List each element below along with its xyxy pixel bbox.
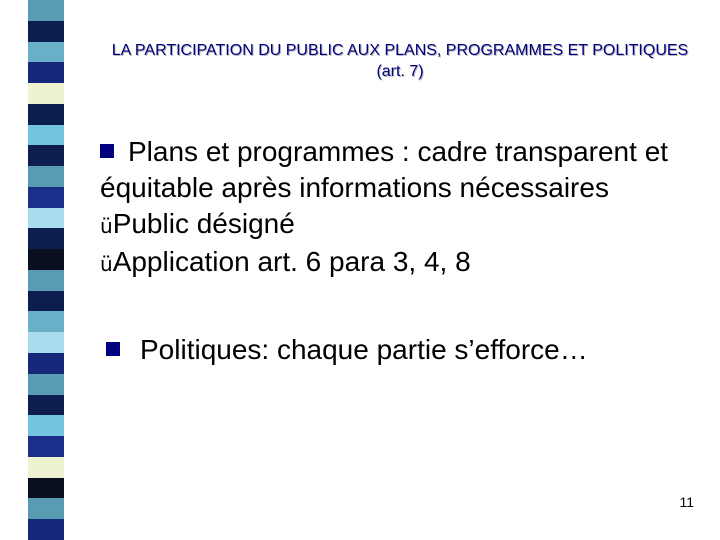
decor-stripe [28, 42, 64, 63]
bullet-plans-programmes [100, 134, 700, 206]
decor-stripe [28, 62, 64, 83]
decor-stripe [28, 228, 64, 249]
checkmark-icon: ü [100, 252, 113, 276]
decor-stripe [28, 187, 64, 208]
decor-stripe [28, 0, 64, 21]
decor-stripe [28, 478, 64, 499]
decor-stripe [28, 104, 64, 125]
slide-body [100, 134, 700, 368]
decor-stripe [28, 125, 64, 146]
decor-stripe [28, 166, 64, 187]
bullet-politiques-text: Politiques: chaque partie s’efforce… [140, 334, 588, 365]
bullet-plans-text: Plans et programmes : cadre transparent et équitable après informations nécessaires [100, 136, 669, 203]
bullet-politiques [100, 332, 700, 368]
decor-stripe [28, 145, 64, 166]
decor-stripe [28, 21, 64, 42]
sub-item-application-text: Application art. 6 para 3, 4, 8 [112, 246, 471, 277]
square-bullet-icon [100, 144, 114, 158]
decor-stripe [28, 249, 64, 270]
decor-stripe [28, 332, 64, 353]
decor-stripe [28, 83, 64, 104]
checkmark-icon: ü [100, 214, 113, 238]
decor-stripe [28, 457, 64, 478]
decor-stripe [28, 353, 64, 374]
decor-stripe [28, 498, 64, 519]
decor-stripe [28, 311, 64, 332]
title-main: LA PARTICIPATION DU PUBLIC AUX PLANS, PROGRAMMES ET POLITIQUES [111, 42, 689, 59]
decor-stripe [28, 519, 64, 540]
sub-item-application [100, 244, 700, 282]
sub-item-public-text: Public désigné [112, 208, 295, 239]
title-article-ref: (art. 7) [376, 63, 424, 80]
page-number: 11 [679, 494, 694, 510]
decor-stripe [28, 415, 64, 436]
decorative-stripe-bar [28, 0, 64, 540]
square-bullet-icon [106, 342, 120, 356]
sub-item-public [100, 206, 700, 244]
decor-stripe [28, 395, 64, 416]
decor-stripe [28, 436, 64, 457]
decor-stripe [28, 270, 64, 291]
decor-stripe [28, 208, 64, 229]
decor-stripe [28, 374, 64, 395]
decor-stripe [28, 291, 64, 312]
slide-title [100, 40, 700, 82]
